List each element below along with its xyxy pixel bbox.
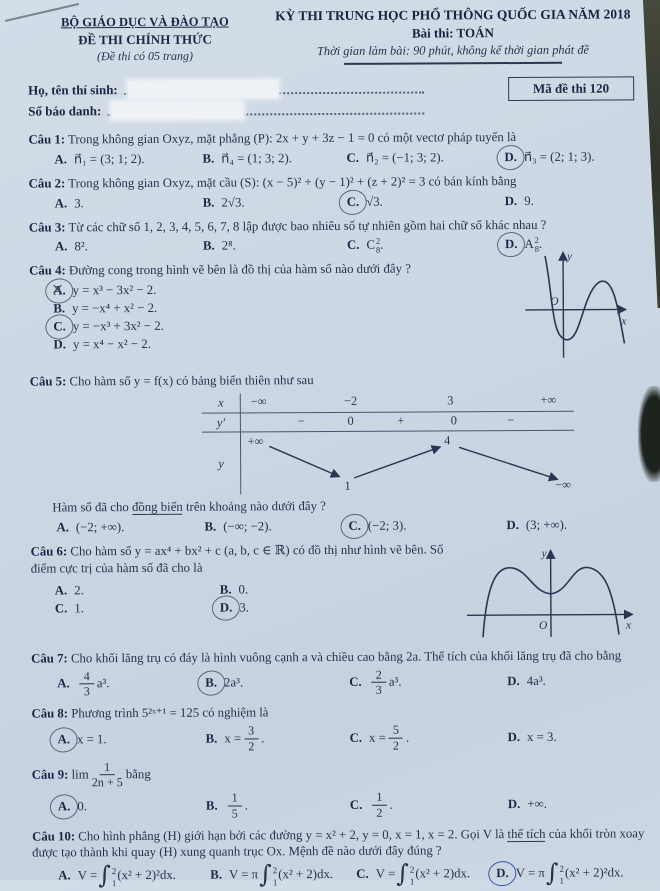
question-6 <box>31 540 648 643</box>
option-a: A. 0. <box>56 798 204 816</box>
option-d: D. A 2 8 . <box>503 236 645 254</box>
question-1-options <box>28 148 644 168</box>
option-c: C. $\frac{2}{3}$ a³. <box>347 668 505 697</box>
id-redaction-box <box>111 101 243 119</box>
question-7 <box>31 647 647 699</box>
option-c: C. x = $\frac{5}{2}$ . <box>347 723 505 752</box>
candidate-fields <box>28 77 428 121</box>
question-6-stem: Câu 6: Cho hàm số y = ax⁴ + bx² + c (a, b, c ∈ ℝ) có đồ thị như hình vẽ bên. Số điểm cực trị của hàm số đã cho là <box>31 541 455 577</box>
integral: ∫ 2 1 <box>396 864 414 885</box>
question-8-stem: Câu 8: Phương trình 5²ˣ⁺¹ = 125 có nghiệm là <box>31 703 647 723</box>
svg-text:O: O <box>539 620 548 632</box>
option-d: D. +∞. <box>506 795 648 813</box>
underlined-term: thể tích <box>507 826 545 841</box>
option-a: A. $\frac{4}{3}$ a³. <box>55 669 203 698</box>
header-right <box>262 6 644 65</box>
header <box>28 6 644 66</box>
option-b: B. V = π ∫ 2 1 (x² + 2)dx. <box>208 864 354 885</box>
option-b: B. x = $\frac{3}{2}$ . <box>203 724 347 753</box>
svg-text:y: y <box>566 251 573 263</box>
exam-code-box: Mã đề thi 120 <box>508 76 634 101</box>
question-1-stem: Câu 1: Trong không gian Oxyz, mặt phẳng (P): 2x + y + 3z − 1 = 0 có một vectơ pháp tuyến là <box>28 128 644 148</box>
exam-duration: Thời gian làm bài: 90 phút, không kể thời gian phát đề <box>262 42 644 59</box>
option-c: C. (−2; 3). <box>346 517 504 535</box>
question-5-stem: Câu 5: Cho hàm số y = f(x) có bảng biến thiên như sau <box>30 371 646 391</box>
option-c: C. n⃗₂ = (−1; 3; 2). <box>344 149 502 167</box>
official-exam-label: ĐỀ THI CHÍNH THỨC <box>28 31 262 48</box>
header-divider <box>344 62 562 65</box>
question-7-stem: Câu 7: Cho khối lăng trụ có đáy là hình vuông cạnh a và chiều cao bằng 2a. Thể tích của khối lăng trụ đã cho bằng <box>31 647 647 667</box>
cubic-curve-graph <box>521 246 634 365</box>
table-row-yprime: y′ − 0 + 0 − <box>202 411 574 432</box>
question-8-options <box>31 722 647 754</box>
option-c: C. y = −x³ + 3x² − 2. <box>29 316 521 335</box>
candidate-name-line <box>28 77 428 98</box>
quartic-curve-graph <box>463 544 642 641</box>
option-b: B. (−∞; −2). <box>202 518 346 536</box>
option-d: D. 4a³. <box>505 673 647 691</box>
option-b: B. 2√3. <box>201 194 345 212</box>
variation-table <box>202 392 575 495</box>
question-4-stem: Câu 4: Đường cong trong hình vẽ bên là đồ thị của hàm số nào dưới đây ? <box>29 260 521 279</box>
question-8 <box>31 703 647 755</box>
ministry-title: BỘ GIÁO DỤC VÀ ĐÀO TẠO <box>28 14 262 30</box>
svg-text:O: O <box>550 296 559 308</box>
candidate-id-line <box>28 98 428 119</box>
integral: ∫ 2 1 <box>546 863 564 884</box>
option-d: D. V = π ∫ 2 1 (x² + 2)²dx. <box>494 863 648 884</box>
question-9-options <box>32 789 648 821</box>
question-2 <box>29 172 645 212</box>
candidate-name-label: Họ, tên thí sinh: <box>28 82 118 98</box>
pages-note: (Đề thi có 05 trang) <box>28 48 262 64</box>
option-d: D. 9. <box>503 192 645 210</box>
question-10 <box>32 825 648 887</box>
question-2-stem: Câu 2: Trong không gian Oxyz, mặt cầu (S): (x − 5)² + (y − 1)² + (z + 2)² = 3 có bán kính bằng <box>29 172 645 192</box>
option-b: B. $\frac{1}{5}$ . <box>204 791 348 820</box>
option-d: D. n⃗₃ = (2; 1; 3). <box>502 148 644 166</box>
question-9 <box>32 758 648 821</box>
integral: ∫ 2 1 <box>98 865 116 886</box>
option-a: A. 2. <box>53 581 218 599</box>
question-1 <box>28 128 644 168</box>
question-5-options <box>30 516 646 536</box>
question-4 <box>29 260 646 367</box>
option-a: ✕ A. y = x³ − 3x² − 2. <box>29 280 521 299</box>
option-a: A. 8². <box>53 238 201 256</box>
option-d: D. (3; +∞). <box>504 516 646 534</box>
question-6-text <box>31 541 464 643</box>
question-4-text <box>29 260 522 367</box>
option-a: A. n⃗₁ = (3; 1; 2). <box>52 151 200 169</box>
option-c: C. √3. <box>345 193 503 211</box>
option-b: B. 0. <box>218 580 383 598</box>
question-2-options <box>29 192 645 212</box>
table-row-y: y +∞ 1 4 −∞ <box>202 431 574 495</box>
option-a: A. V = ∫ 2 1 (x² + 2)²dx. <box>56 865 208 886</box>
question-5-ask: Hàm số đã cho đồng biến trên khoảng nào dưới đây ? <box>30 496 646 516</box>
option-c: C. V = ∫ 2 1 (x² + 2)dx. <box>354 863 494 884</box>
candidate-id-label: Số báo danh: <box>28 103 101 119</box>
svg-text:x: x <box>625 619 632 631</box>
option-b: B. y = −x⁴ + x² − 2. <box>29 298 521 317</box>
option-c: C. C 2 8 . <box>345 237 503 255</box>
question-7-options <box>31 667 647 699</box>
exam-subject: Bài thi: TOÁN <box>262 24 644 42</box>
integral: ∫ 2 1 <box>259 865 277 886</box>
exam-title: KỲ THI TRUNG HỌC PHỔ THÔNG QUỐC GIA NĂM 2018 <box>262 6 644 24</box>
option-a: A. 3. <box>53 194 201 212</box>
candidate-info-row <box>28 76 644 121</box>
header-left <box>28 8 262 66</box>
question-3-stem: Câu 3: Từ các chữ số 1, 2, 3, 4, 5, 6, 7, 8 lập được bao nhiêu số tự nhiên gồm hai chữ số khác nhau ? <box>29 216 645 236</box>
name-dotted-leader <box>124 78 425 96</box>
table-row-x: x −∞ −2 3 +∞ <box>202 392 574 413</box>
question-10-stem: Câu 10: Cho hình phẳng (H) giới hạn bởi các đường y = x² + 2, y = 0, x = 1, x = 2. Gọi V là thể tích của khối tròn xoay được tạo thành khi quay (H) xung quanh trục Ox. Mệnh đề nào dưới đây đúng ? <box>32 825 648 862</box>
underlined-term: đồng biến <box>132 500 183 515</box>
question-9-stem: Câu 9: lim $\frac{1}{2n + 5}$ bằng <box>32 758 648 790</box>
option-d: D. x = 3. <box>506 728 648 746</box>
option-d: D. y = x⁴ − x² − 2. <box>29 334 521 353</box>
option-c: C. 1. <box>53 600 218 618</box>
option-b: B. 2a³. <box>203 674 347 692</box>
svg-text:y: y <box>541 548 548 560</box>
option-a: A. (−2; +∞). <box>54 519 202 537</box>
option-d: D. 3. <box>218 599 383 617</box>
option-b: B. 2⁸. <box>201 237 345 255</box>
variation-arrows <box>241 431 574 495</box>
option-b: B. n⃗₄ = (1; 3; 2). <box>200 150 344 168</box>
option-a: A. x = 1. <box>56 731 204 749</box>
svg-text:x: x <box>620 316 627 328</box>
questions <box>28 128 648 886</box>
question-6-options <box>31 578 383 618</box>
id-dotted-leader <box>107 99 424 117</box>
name-redaction-box <box>128 80 278 98</box>
option-c: C. $\frac{1}{2}$ . <box>348 790 506 819</box>
question-10-options <box>32 863 648 887</box>
question-5 <box>30 371 647 537</box>
